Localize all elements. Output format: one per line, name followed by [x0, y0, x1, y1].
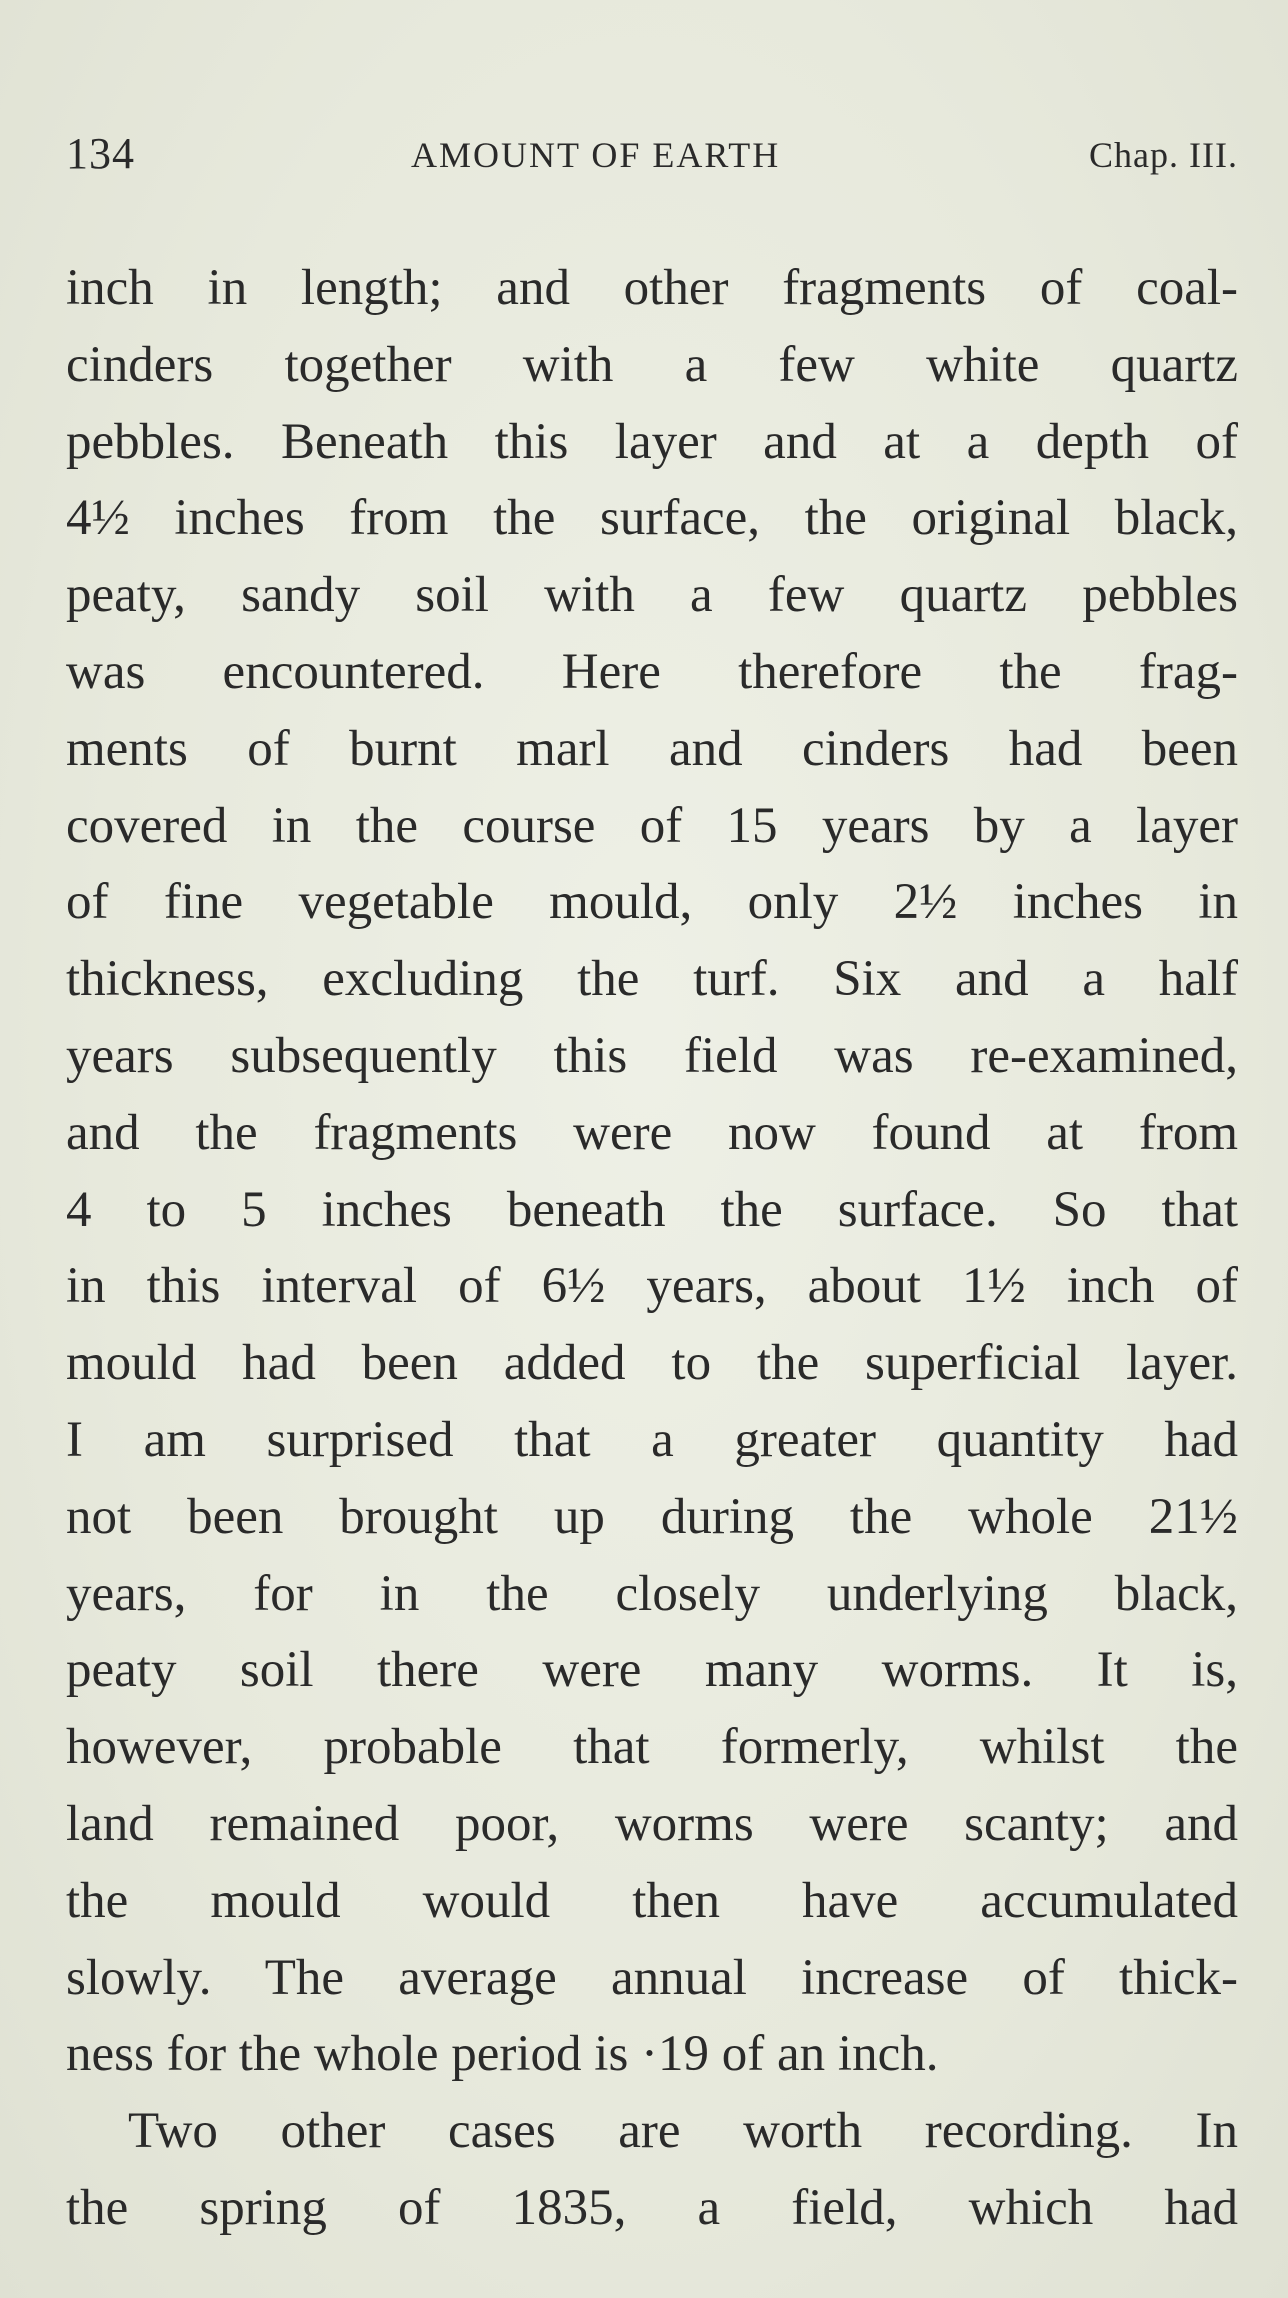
text-line: not been brought up during the whole 21½: [66, 1488, 1238, 1545]
text-line: I am surprised that a greater quantity had: [66, 1411, 1238, 1468]
text-line: thickness, excluding the turf. Six and a half: [66, 951, 1238, 1008]
text-line: cinders together with a few white quartz: [66, 336, 1238, 393]
text-line: inch in length; and other fragments of coal-: [66, 260, 1238, 316]
running-head: [66, 128, 1238, 188]
text-line: pebbles. Beneath this layer and at a depth of: [66, 413, 1238, 470]
text-line: land remained poor, worms were scanty; and: [66, 1795, 1238, 1852]
chapter-label: Chap. III.: [1089, 135, 1238, 175]
text-line: however, probable that formerly, whilst the: [66, 1719, 1238, 1776]
text-line: peaty, sandy soil with a few quartz pebbles: [66, 567, 1238, 624]
text-line: 4 to 5 inches beneath the surface. So that: [66, 1181, 1238, 1238]
body-text: [66, 250, 1238, 2247]
text-line: ness for the whole period is ·19 of an inch.: [66, 2026, 939, 2083]
text-line: Two other cases are worth recording. In: [128, 2103, 1238, 2160]
running-title: AMOUNT OF EARTH: [411, 135, 781, 175]
text-line: in this interval of 6½ years, about 1½ inch of: [66, 1258, 1238, 1315]
text-line: and the fragments were now found at from: [66, 1104, 1238, 1161]
text-line: slowly. The average annual increase of thick-: [66, 1949, 1238, 2006]
text-line: peaty soil there were many worms. It is,: [66, 1642, 1238, 1699]
text-line: years subsequently this field was re-examined,: [66, 1027, 1238, 1084]
text-line: covered in the course of 15 years by a layer: [66, 797, 1238, 854]
text-line: of fine vegetable mould, only 2½ inches in: [66, 874, 1238, 931]
text-line: 4½ inches from the surface, the original black,: [66, 490, 1238, 547]
text-line: mould had been added to the superficial layer.: [66, 1335, 1238, 1392]
text-line: was encountered. Here therefore the frag-: [66, 643, 1238, 700]
text-line: the spring of 1835, a field, which had: [66, 2179, 1238, 2236]
text-line: ments of burnt marl and cinders had been: [66, 720, 1238, 777]
text-line: the mould would then have accumulated: [66, 1872, 1238, 1929]
text-line: years, for in the closely underlying black,: [66, 1565, 1238, 1622]
page-number: 134: [66, 129, 135, 178]
